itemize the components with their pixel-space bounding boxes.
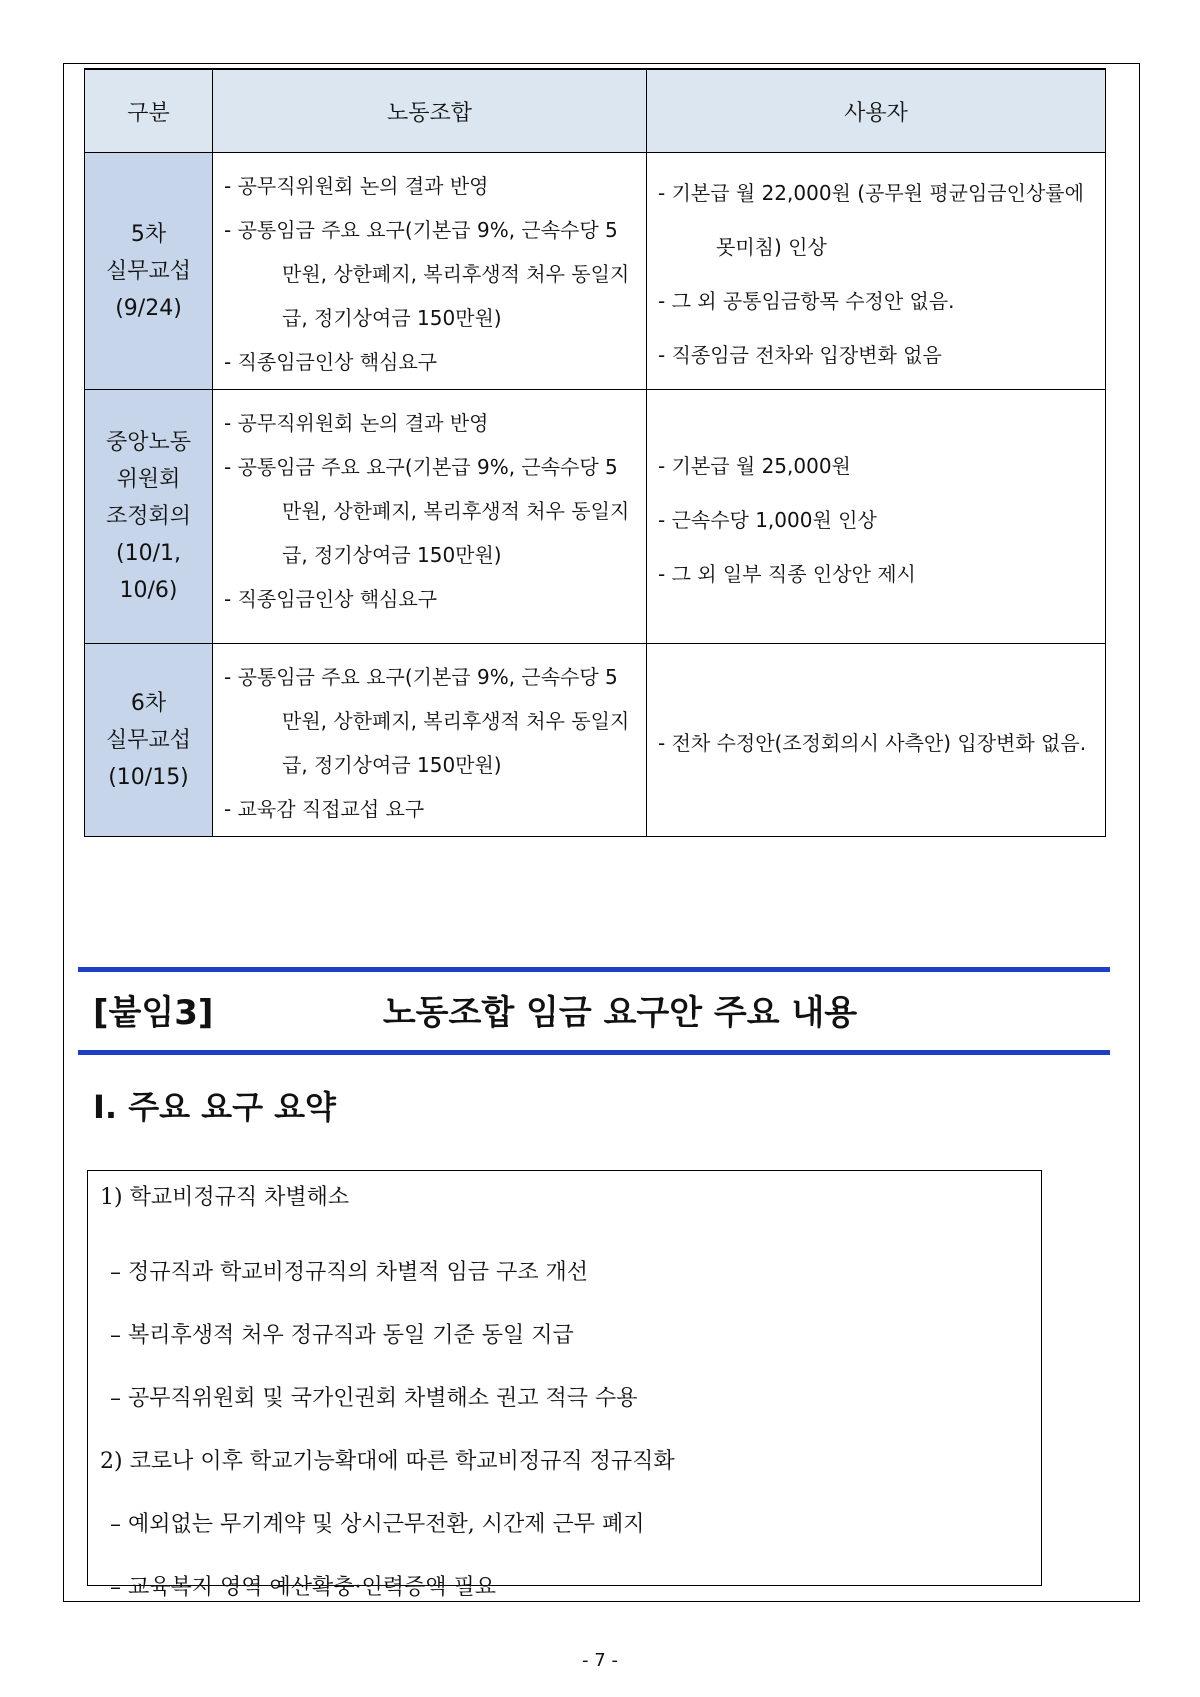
list-item: - 그 외 일부 직종 인상안 제시 — [658, 561, 916, 586]
employer-cell — [647, 644, 1106, 837]
stage-line: (10/15) — [108, 764, 189, 790]
stage-line: 조정회의 — [105, 504, 191, 529]
attachment-title: 노동조합 임금 요구안 주요 내용 — [382, 993, 858, 1033]
list-item: - 그 외 공통임금항목 수정안 없음. — [658, 289, 955, 313]
list-item: - 공통임금 주요 요구(기본급 9%, 근속수당 5만원, 상한폐지, 복리후생적 처우 동일지급, 정기상여금 150만원) — [224, 218, 630, 330]
stage-line: 10/6) — [119, 578, 178, 603]
list-item: - 공무직위원회 논의 결과 반영 — [224, 174, 489, 198]
stage-line: 위원회 — [116, 467, 181, 492]
list-item: - 직종임금인상 핵심요구 — [224, 587, 438, 611]
list-item: - 교육감 직접교섭 요구 — [224, 797, 425, 821]
summary-heading: 1) 학교비정규직 차별해소 — [100, 1185, 350, 1210]
employer-cell — [647, 153, 1106, 390]
union-cell — [213, 644, 647, 837]
stage-cell — [85, 153, 213, 390]
summary-box — [87, 1170, 1042, 1600]
summary-item: – 공무직위원회 및 국가인권회 차별해소 권고 적극 수용 — [110, 1386, 638, 1411]
negotiation-table — [84, 68, 1106, 837]
summary-heading: 2) 코로나 이후 학교기능확대에 따른 학교비정규직 정규직화 — [100, 1449, 675, 1474]
list-item: - 근속수당 1,000원 인상 — [658, 507, 877, 532]
title-rule-top — [78, 967, 1110, 972]
stage-line: 5차 — [130, 221, 167, 247]
union-cell — [213, 390, 647, 644]
stage-line: (9/24) — [115, 295, 182, 321]
header-category: 구분 — [85, 69, 213, 153]
table-row — [85, 390, 1106, 644]
stage-line: 실무교섭 — [105, 258, 191, 284]
section-title: Ⅰ. 주요 요구 요약 — [93, 1088, 336, 1126]
header-employer: 사용자 — [647, 69, 1106, 153]
header-union: 노동조합 — [213, 69, 647, 153]
table-row — [85, 153, 1106, 390]
list-item: - 전차 수정안(조정회의시 사측안) 입장변화 없음. — [658, 731, 1087, 755]
stage-cell — [85, 644, 213, 837]
page-number: - 7 - — [582, 1650, 618, 1671]
stage-line: 중앙노동 — [105, 430, 191, 455]
stage-line: (10/1, — [116, 541, 181, 566]
summary-item: – 예외없는 무기계약 및 상시근무전환, 시간제 근무 폐지 — [110, 1512, 645, 1537]
list-item: - 기본급 월 25,000원 — [658, 453, 851, 478]
title-rule-bottom — [78, 1050, 1110, 1055]
attachment-label: [붙임3] — [93, 993, 214, 1033]
list-item: - 공통임금 주요 요구(기본급 9%, 근속수당 5만원, 상한폐지, 복리후생적 처우 동일지급, 정기상여금 150만원) — [224, 665, 630, 777]
stage-line: 실무교섭 — [105, 727, 191, 753]
list-item: - 기본급 월 22,000원 (공무원 평균임금인상률에 못미침) 인상 — [658, 181, 1084, 259]
stage-line: 6차 — [130, 690, 167, 716]
summary-item: – 복리후생적 처우 정규직과 동일 기준 동일 지급 — [110, 1323, 574, 1348]
list-item: - 직종임금인상 핵심요구 — [224, 350, 438, 374]
list-item: - 공통임금 주요 요구(기본급 9%, 근속수당 5만원, 상한폐지, 복리후생적 처우 동일지급, 정기상여금 150만원) — [224, 455, 630, 567]
summary-item: – 교육복지 영역 예산확충·인력증액 필요 — [110, 1575, 496, 1600]
table-row — [85, 644, 1106, 837]
table-header-row — [85, 69, 1106, 153]
summary-item: – 정규직과 학교비정규직의 차별적 임금 구조 개선 — [110, 1260, 589, 1285]
list-item: - 공무직위원회 논의 결과 반영 — [224, 411, 489, 435]
list-item: - 직종임금 전차와 입장변화 없음 — [658, 343, 942, 367]
union-cell — [213, 153, 647, 390]
stage-cell — [85, 390, 213, 644]
employer-cell — [647, 390, 1106, 644]
